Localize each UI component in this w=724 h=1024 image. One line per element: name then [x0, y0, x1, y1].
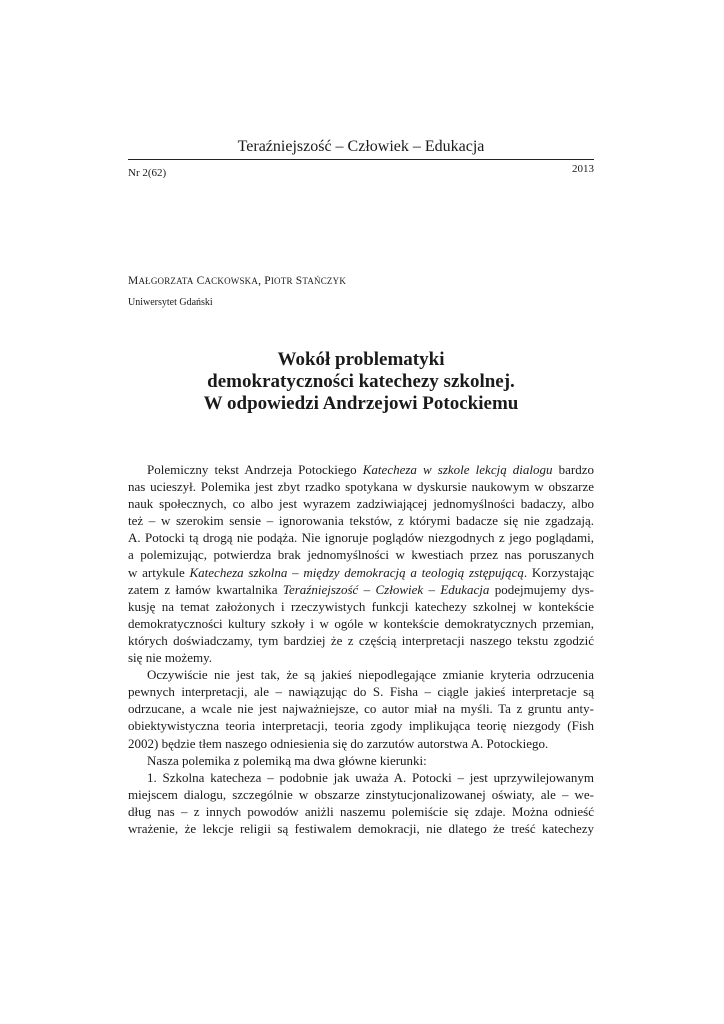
- text-line: Oczywiście nie jest tak, że są jakieś niepodlegające zmianie kryteria odrzucenia: [147, 667, 594, 683]
- text-line: odrzucane, a wcale nie jest najważniejsze, co autor miał na myśli. Ta z gruntu anty-: [128, 701, 594, 717]
- text-line: 1. Szkolna katecheza – podobnie jak uważa A. Potocki – jest uprzywilejowanym: [147, 769, 594, 785]
- article-title: [128, 349, 594, 415]
- text-line: pewnych interpretacji, ale – nawiązując do S. Fisha – ciągle jakieś interpretacje są: [128, 684, 594, 700]
- text-line: się nie możemy.: [128, 650, 212, 666]
- text-line: 2002) będzie tłem naszego odniesienia się do zarzutów autorstwa A. Potockiego.: [128, 735, 549, 751]
- text-line: kusję na temat założonych i rzeczywistych funkcji katechezy szkolnej w kontekście: [128, 598, 594, 614]
- text-line: wrażenie, że lekcje religii są festiwalem demokracji, nie dlatego że treść katechezy: [128, 820, 594, 836]
- paragraph-2: [128, 666, 594, 751]
- text-line: miejscem dialogu, szczególnie w obszarze zinstytucjonalizowanej oświaty, ale – we-: [128, 786, 594, 802]
- text-line: obiektywistyczna teoria interpretacji, teoria zgody implikująca teorię niezgody (Fish: [128, 718, 594, 734]
- text-line: nas ucieszył. Polemika jest zbyt rzadko spotykana w dyskursie naukowym w obszarze: [128, 479, 594, 495]
- affiliation: Uniwersytet Gdański: [128, 297, 213, 308]
- author-2: PIOTR STAŃCZYK: [264, 275, 347, 287]
- journal-title: Teraźniejszość – Człowiek – Edukacja: [237, 138, 485, 155]
- paragraph-1: [128, 461, 594, 666]
- header-rule: [128, 159, 594, 160]
- text-line: Polemiczny tekst Andrzeja Potockiego Katecheza w szkole lekcją dialogu bardzo: [147, 462, 595, 477]
- author-1: MAŁGORZATA CACKOWSKA: [128, 275, 259, 287]
- issue-number: Nr 2(62): [128, 167, 167, 179]
- title-line: demokratyczności katechezy szkolnej.: [207, 371, 515, 392]
- text-line: zatem z łamów kwartalnika Teraźniejszość – Człowiek – Edukacja podejmujemy dys-: [128, 581, 594, 597]
- paragraph-4: [128, 769, 594, 837]
- text-line: dług nas – z innych powodów aniżli naszemu polemiście się zdaje. Można odnieść: [128, 803, 594, 819]
- title-line: W odpowiedzi Andrzejowi Potockiemu: [203, 393, 519, 414]
- publication-year: 2013: [572, 163, 594, 175]
- text-line: w artykule Katecheza szkolna – między demokracją a teologią zstępującą. Korzystając: [128, 564, 594, 580]
- text-line: też – w szerokim sensie – ignorowania tekstów, z którymi badacze się nie zgadzają.: [128, 513, 594, 529]
- title-line: Wokół problematyki: [277, 349, 445, 370]
- text-line: A. Potocki tą drogą nie podąża. Nie ignoruje poglądów niezgodnych z jego poglądami,: [128, 530, 594, 546]
- text-line: a polemizując, potwierdza brak jednomyślności w kwestiach przez nas poruszanych: [128, 547, 594, 563]
- text-line: Nasza polemika z polemiką ma dwa główne kierunki:: [147, 752, 427, 768]
- text-line: których doświadczamy, tym bardziej że z częścią interpretacji naszego tekstu zgodzić: [128, 632, 594, 648]
- article-body: [128, 461, 594, 837]
- text-line: demokratyczności kultury szkoły i w ogóle w kontekście demokratycznych przemian,: [128, 615, 594, 631]
- authors-line: MAŁGORZATA CACKOWSKA, PIOTR STAŃCZYK: [128, 275, 347, 287]
- paragraph-3: [128, 752, 594, 769]
- text-line: nauk społecznych, co albo jest wyrazem zadziwiającej jednomyślności badaczy, albo: [128, 496, 594, 512]
